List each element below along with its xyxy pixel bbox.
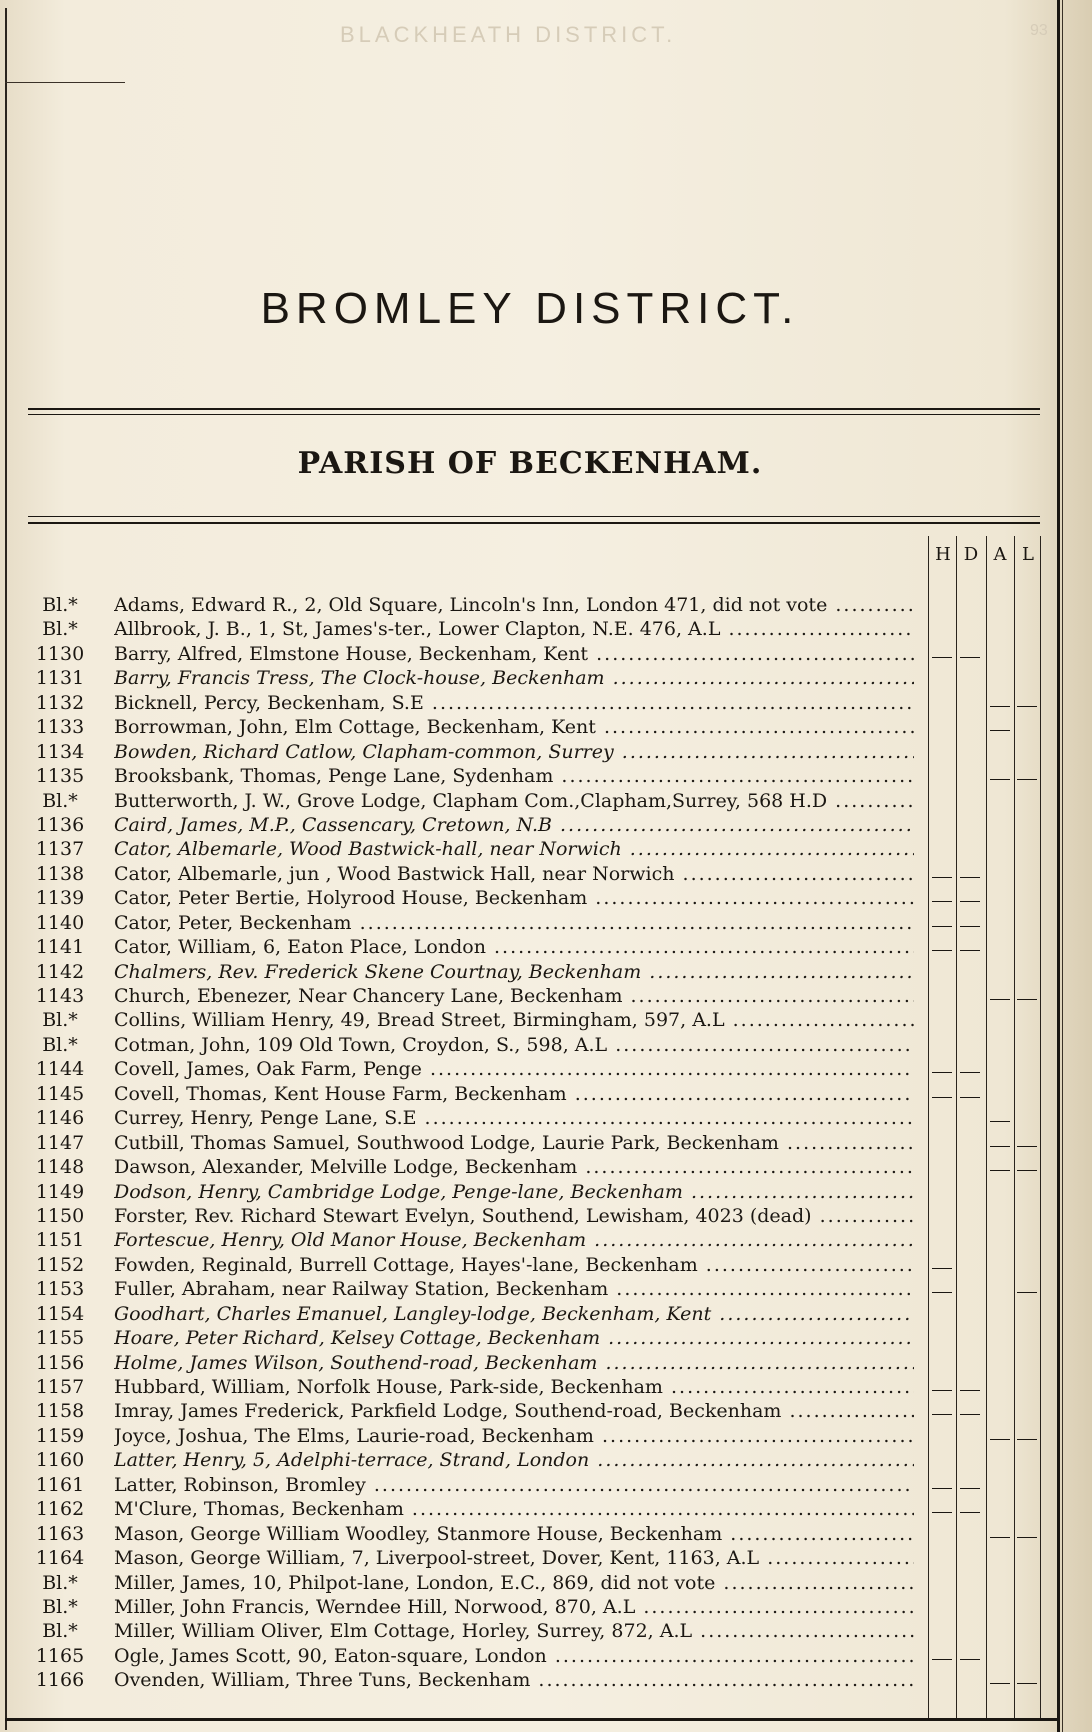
- parish-title: PARISH OF BECKENHAM.: [297, 446, 763, 481]
- entry-name-address: Allbrook, J. B., 1, St, James's-ter., Lower Clapton, N.E. 476, A.L .....: [114, 618, 914, 640]
- entry-text: [114, 1595, 914, 1619]
- entry-text: [114, 1375, 914, 1399]
- entry-name-address: Cator, Peter, Beckenham .....: [114, 912, 914, 934]
- vote-mark-h: [932, 1292, 952, 1293]
- entry-number: 1136: [35, 813, 85, 836]
- entry-text: [114, 1668, 914, 1692]
- table-row: [0, 1619, 1060, 1643]
- table-row: [0, 1424, 1060, 1448]
- entry-text: [114, 1351, 914, 1375]
- vote-mark-d: [960, 1659, 980, 1660]
- entry-name-address: Adams, Edward R., 2, Old Square, Lincoln's Inn, London 471, did not vote .....: [114, 594, 914, 616]
- vote-mark-a: [990, 706, 1010, 707]
- table-row: [0, 935, 1060, 959]
- bleed-through-page-number: 93: [1030, 22, 1048, 39]
- entry-number: 1159: [35, 1424, 85, 1447]
- table-row: [0, 1522, 1060, 1546]
- vote-mark-l: [1017, 779, 1037, 780]
- entry-name-address: M'Clure, Thomas, Beckenham .....: [114, 1498, 914, 1520]
- column-header-l: L: [1022, 544, 1034, 565]
- table-row: [0, 984, 1060, 1008]
- entry-number: 1164: [35, 1547, 85, 1570]
- table-row: [0, 1106, 1060, 1130]
- entry-number: 1140: [35, 911, 85, 934]
- entry-text: [114, 691, 914, 715]
- table-row: [0, 1204, 1060, 1228]
- entry-text: [114, 666, 914, 690]
- entry-name-address: Bowden, Richard Catlow, Clapham-common, Surrey .....: [114, 741, 914, 763]
- table-row: [0, 1228, 1060, 1252]
- entry-number: 1162: [35, 1498, 85, 1521]
- entry-text: [114, 617, 914, 641]
- entry-name-address: Barry, Francis Tress, The Clock-house, Beckenham .....: [114, 667, 914, 689]
- table-row: [0, 1473, 1060, 1497]
- entry-number: 1165: [35, 1644, 85, 1667]
- vote-mark-d: [960, 877, 980, 878]
- frame-top-rule: [5, 82, 125, 83]
- table-row: [0, 691, 1060, 715]
- table-row: [0, 1326, 1060, 1350]
- entry-text: [114, 1204, 914, 1228]
- entry-name-address: Latter, Robinson, Bromley .....: [114, 1474, 914, 1496]
- table-row: [0, 1131, 1060, 1155]
- table-row: [0, 1375, 1060, 1399]
- entry-name-address: Forster, Rev. Richard Stewart Evelyn, Southend, Lewisham, 4023 (dead) .....: [114, 1205, 914, 1227]
- vote-mark-d: [960, 1488, 980, 1489]
- entry-number: Bl.*: [42, 1571, 78, 1594]
- vote-mark-d: [960, 901, 980, 902]
- table-row: [0, 715, 1060, 739]
- entry-text: [114, 1253, 914, 1277]
- entry-name-address: Cutbill, Thomas Samuel, Southwood Lodge, Laurie Park, Beckenham .....: [114, 1132, 914, 1154]
- entry-text: [114, 1424, 914, 1448]
- entry-number: Bl.*: [42, 618, 78, 641]
- vote-mark-l: [1017, 1683, 1037, 1684]
- entry-number: 1132: [35, 691, 85, 714]
- entry-number: 1155: [35, 1327, 85, 1350]
- entry-text: [114, 1448, 914, 1472]
- entry-name-address: Cator, William, 6, Eaton Place, London .....: [114, 936, 914, 958]
- entry-text: [114, 1302, 914, 1326]
- vote-mark-a: [990, 1537, 1010, 1538]
- entry-name-address: Chalmers, Rev. Frederick Skene Courtnay, Beckenham .....: [114, 961, 914, 983]
- rule-lower-2: [28, 522, 1040, 524]
- entry-text: [114, 1180, 914, 1204]
- entry-number: 1156: [35, 1351, 85, 1374]
- entry-name-address: Cotman, John, 109 Old Town, Croydon, S., 598, A.L .....: [114, 1034, 914, 1056]
- table-row: [0, 1180, 1060, 1204]
- entry-name-address: Mason, George William Woodley, Stanmore House, Beckenham .....: [114, 1523, 914, 1545]
- vote-mark-a: [990, 1170, 1010, 1171]
- vote-mark-l: [1017, 1170, 1037, 1171]
- vote-mark-a: [990, 779, 1010, 780]
- column-header-d: D: [963, 544, 979, 565]
- table-row: [0, 911, 1060, 935]
- entry-name-address: Fuller, Abraham, near Railway Station, Beckenham .....: [114, 1278, 914, 1300]
- entry-text: [114, 1057, 914, 1081]
- entry-name-address: Cator, Peter Bertie, Holyrood House, Beckenham .....: [114, 887, 914, 909]
- entry-text: [114, 935, 914, 959]
- entry-number: 1146: [35, 1107, 85, 1130]
- entry-number: 1130: [35, 642, 85, 665]
- table-row: [0, 813, 1060, 837]
- vote-mark-d: [960, 926, 980, 927]
- entry-name-address: Cator, Albemarle, Wood Bastwick-hall, near Norwich .....: [114, 838, 914, 860]
- entry-text: [114, 789, 914, 813]
- rule-lower-1: [28, 516, 1040, 517]
- entry-text: [114, 1522, 914, 1546]
- table-row: [0, 1668, 1060, 1692]
- table-row: [0, 1595, 1060, 1619]
- entry-text: [114, 911, 914, 935]
- entry-text: [114, 715, 914, 739]
- entry-name-address: Butterworth, J. W., Grove Lodge, Clapham Com.,Clapham,Surrey, 568 H.D .....: [114, 790, 914, 812]
- table-row: [0, 1155, 1060, 1179]
- entry-text: [114, 984, 914, 1008]
- entry-number: 1166: [35, 1669, 85, 1692]
- entry-text: [114, 1326, 914, 1350]
- entry-number: 1157: [35, 1376, 85, 1398]
- table-row: [0, 764, 1060, 788]
- bleed-through-header: BLACKHEATH DISTRICT.: [340, 22, 677, 47]
- entry-text: [114, 1228, 914, 1252]
- entry-text: [114, 1155, 914, 1179]
- entry-number: Bl.*: [42, 1009, 78, 1032]
- table-row: [0, 837, 1060, 861]
- entry-name-address: Ovenden, William, Three Tuns, Beckenham .....: [114, 1669, 914, 1691]
- entry-number: Bl.*: [42, 1620, 78, 1643]
- entry-text: [114, 1644, 914, 1668]
- entry-name-address: Joyce, Joshua, The Elms, Laurie-road, Beckenham .....: [114, 1425, 914, 1447]
- entry-name-address: Fortescue, Henry, Old Manor House, Beckenham .....: [114, 1229, 914, 1251]
- vote-mark-a: [990, 999, 1010, 1000]
- entry-text: [114, 960, 914, 984]
- entry-number: 1142: [35, 960, 85, 983]
- table-row: [0, 1497, 1060, 1521]
- entry-number: 1163: [35, 1522, 85, 1545]
- entry-text: [114, 1033, 914, 1057]
- table-row: [0, 1351, 1060, 1375]
- entry-number: 1141: [35, 936, 85, 959]
- vote-mark-l: [1017, 1292, 1037, 1293]
- entry-number: 1151: [35, 1229, 85, 1252]
- table-row: [0, 1082, 1060, 1106]
- entry-name-address: Hoare, Peter Richard, Kelsey Cottage, Beckenham .....: [114, 1327, 914, 1349]
- vote-mark-d: [960, 1390, 980, 1391]
- table-row: [0, 1277, 1060, 1301]
- entry-name-address: Borrowman, John, Elm Cottage, Beckenham, Kent .....: [114, 716, 914, 738]
- table-row: [0, 740, 1060, 764]
- vote-mark-a: [990, 1121, 1010, 1122]
- vote-mark-d: [960, 1512, 980, 1513]
- entry-name-address: Miller, William Oliver, Elm Cottage, Horley, Surrey, 872, A.L .....: [114, 1620, 914, 1642]
- entry-text: [114, 1131, 914, 1155]
- vote-mark-h: [932, 1512, 952, 1513]
- entry-name-address: Currey, Henry, Penge Lane, S.E .....: [114, 1107, 914, 1129]
- entry-text: [114, 813, 914, 837]
- entry-number: Bl.*: [42, 1033, 78, 1056]
- entry-text: [114, 593, 914, 617]
- entry-text: [114, 1619, 914, 1643]
- table-row: [0, 1399, 1060, 1423]
- vote-mark-a: [990, 1683, 1010, 1684]
- entry-number: 1153: [35, 1278, 85, 1301]
- vote-mark-h: [932, 1072, 952, 1073]
- entry-name-address: Church, Ebenezer, Near Chancery Lane, Beckenham .....: [114, 985, 914, 1007]
- vote-mark-a: [990, 1146, 1010, 1147]
- entry-number: 1152: [35, 1253, 85, 1276]
- entry-name-address: Covell, James, Oak Farm, Penge .....: [114, 1058, 914, 1080]
- table-row: [0, 1033, 1060, 1057]
- entry-name-address: Imray, James Frederick, Parkfield Lodge, Southend-road, Beckenham .....: [114, 1400, 914, 1422]
- vote-mark-a: [990, 1439, 1010, 1440]
- entry-number: 1133: [35, 716, 85, 739]
- entry-number: 1161: [35, 1473, 85, 1496]
- entry-number: Bl.*: [42, 789, 78, 812]
- entry-number: 1137: [35, 838, 85, 861]
- entry-name-address: Caird, James, M.P., Cassencary, Cretown, N.B .....: [114, 814, 914, 836]
- vote-mark-h: [932, 1488, 952, 1489]
- entry-number: 1154: [35, 1302, 85, 1325]
- entry-number: 1135: [35, 765, 85, 788]
- entry-text: [114, 1399, 914, 1423]
- entry-text: [114, 862, 914, 886]
- frame-right-border-inner: [1062, 0, 1063, 1732]
- table-row: [0, 1644, 1060, 1668]
- vote-mark-d: [960, 1414, 980, 1415]
- entry-number: 1158: [35, 1400, 85, 1423]
- entry-name-address: Goodhart, Charles Emanuel, Langley-lodge, Beckenham, Kent .....: [114, 1303, 914, 1325]
- entry-name-address: Fowden, Reginald, Burrell Cottage, Hayes'-lane, Beckenham .....: [114, 1254, 914, 1276]
- entry-number: 1131: [35, 667, 85, 690]
- table-row: [0, 1057, 1060, 1081]
- vote-mark-d: [960, 950, 980, 951]
- entry-text: [114, 886, 914, 910]
- table-row: [0, 1571, 1060, 1595]
- entry-text: [114, 764, 914, 788]
- table-row: [0, 617, 1060, 641]
- entry-text: [114, 1571, 914, 1595]
- entry-text: [114, 1497, 914, 1521]
- vote-mark-h: [932, 1659, 952, 1660]
- table-row: [0, 886, 1060, 910]
- vote-mark-h: [932, 950, 952, 951]
- vote-mark-d: [960, 1097, 980, 1098]
- vote-mark-h: [932, 901, 952, 902]
- vote-mark-d: [960, 657, 980, 658]
- entry-number: 1134: [35, 740, 85, 763]
- entry-name-address: Covell, Thomas, Kent House Farm, Beckenham .....: [114, 1083, 914, 1105]
- entry-number: 1144: [35, 1058, 85, 1081]
- vote-mark-h: [932, 1097, 952, 1098]
- entry-name-address: Ogle, James Scott, 90, Eaton-square, London .....: [114, 1645, 914, 1667]
- entry-number: 1139: [35, 887, 85, 910]
- table-row: [0, 960, 1060, 984]
- entry-number: 1138: [35, 862, 85, 885]
- vote-mark-l: [1017, 706, 1037, 707]
- vote-mark-h: [932, 1414, 952, 1415]
- entry-name-address: Brooksbank, Thomas, Penge Lane, Sydenham .....: [114, 765, 914, 787]
- column-header-h: H: [935, 544, 951, 565]
- table-row: [0, 789, 1060, 813]
- frame-bottom-border: [5, 1718, 1060, 1721]
- entry-name-address: Hubbard, William, Norfolk House, Park-side, Beckenham .....: [114, 1376, 914, 1398]
- voter-entries: [0, 593, 1060, 1693]
- entry-text: [114, 1106, 914, 1130]
- entry-text: [114, 1082, 914, 1106]
- entry-text: [114, 642, 914, 666]
- entry-text: [114, 1008, 914, 1032]
- entry-text: [114, 837, 914, 861]
- entry-text: [114, 1546, 914, 1570]
- entry-number: 1143: [35, 985, 85, 1007]
- entry-name-address: Dodson, Henry, Cambridge Lodge, Penge-lane, Beckenham .....: [114, 1181, 914, 1203]
- table-row: [0, 1253, 1060, 1277]
- entry-number: 1150: [35, 1204, 85, 1227]
- vote-mark-l: [1017, 1439, 1037, 1440]
- entry-name-address: Holme, James Wilson, Southend-road, Beckenham .....: [114, 1352, 914, 1374]
- vote-mark-d: [960, 1072, 980, 1073]
- entry-number: 1147: [35, 1131, 85, 1154]
- vote-mark-l: [1017, 1537, 1037, 1538]
- vote-mark-h: [932, 877, 952, 878]
- vote-mark-h: [932, 1390, 952, 1391]
- entry-number: 1148: [35, 1156, 85, 1179]
- table-row: [0, 593, 1060, 617]
- vote-mark-l: [1017, 999, 1037, 1000]
- entry-name-address: Cator, Albemarle, jun , Wood Bastwick Hall, near Norwich .....: [114, 863, 914, 885]
- table-row: [0, 1008, 1060, 1032]
- entry-name-address: Latter, Henry, 5, Adelphi-terrace, Strand, London .....: [114, 1449, 914, 1471]
- table-row: [0, 1546, 1060, 1570]
- table-row: [0, 1302, 1060, 1326]
- vote-mark-l: [1017, 1146, 1037, 1147]
- table-row: [0, 862, 1060, 886]
- entry-number: Bl.*: [42, 594, 78, 616]
- entry-text: [114, 740, 914, 764]
- entry-text: [114, 1277, 914, 1301]
- entry-name-address: Dawson, Alexander, Melville Lodge, Beckenham .....: [114, 1156, 914, 1178]
- entry-name-address: Mason, George William, 7, Liverpool-street, Dover, Kent, 1163, A.L .....: [114, 1547, 914, 1569]
- vote-mark-a: [990, 730, 1010, 731]
- entry-number: 1149: [35, 1180, 85, 1203]
- table-row: [0, 666, 1060, 690]
- column-header-a: A: [993, 544, 1007, 565]
- district-title: BROMLEY DISTRICT.: [260, 284, 800, 333]
- table-row: [0, 642, 1060, 666]
- entry-name-address: Miller, John Francis, Werndee Hill, Norwood, 870, A.L .....: [114, 1596, 914, 1618]
- rule-upper-2: [28, 414, 1040, 415]
- vote-mark-h: [932, 657, 952, 658]
- entry-name-address: Bicknell, Percy, Beckenham, S.E .....: [114, 692, 914, 714]
- entry-name-address: Barry, Alfred, Elmstone House, Beckenham, Kent .....: [114, 643, 914, 665]
- vote-mark-h: [932, 1268, 952, 1269]
- vote-mark-h: [932, 926, 952, 927]
- entry-text: [114, 1473, 914, 1497]
- entry-number: 1145: [35, 1082, 85, 1105]
- entry-name-address: Collins, William Henry, 49, Bread Street, Birmingham, 597, A.L .....: [114, 1009, 914, 1031]
- entry-number: Bl.*: [42, 1595, 78, 1618]
- entry-number: 1160: [35, 1449, 85, 1472]
- table-row: [0, 1448, 1060, 1472]
- entry-name-address: Miller, James, 10, Philpot-lane, London, E.C., 869, did not vote .....: [114, 1572, 914, 1594]
- rule-upper-1: [28, 408, 1040, 410]
